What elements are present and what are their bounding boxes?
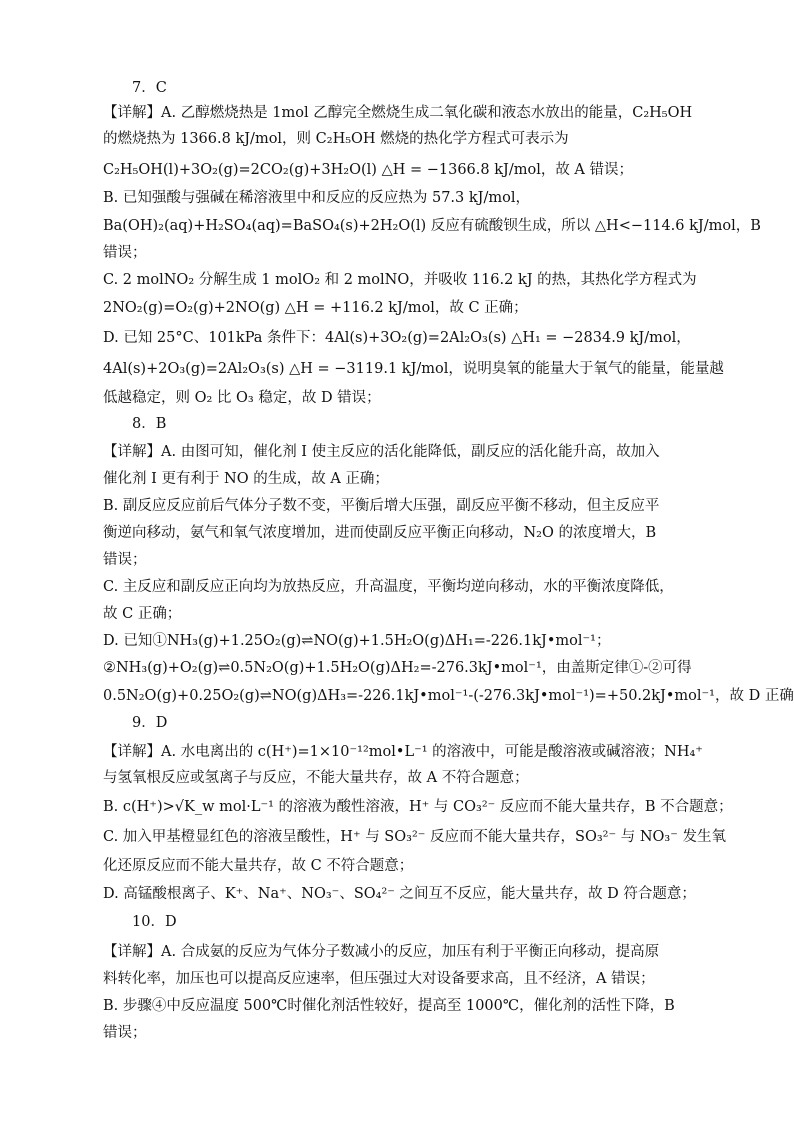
- q7-line-8: 2NO₂(g)=O₂(g)+2NO(g) △H = +116.2 kJ/mol，故 C 正确；: [103, 300, 528, 316]
- q7-line-10: 4Al(s)+2O₃(g)=2Al₂O₃(s) △H = −3119.1 kJ/mol，说明臭氧的能量大于氧气的能量，能量越: [103, 361, 724, 377]
- q8-line-8: D. 已知①NH₃(g)+1.25O₂(g)⇌NO(g)+1.5H₂O(g)ΔH₁=-226.1kJ•mol⁻¹；: [103, 633, 611, 649]
- q7-line-1: 【详解】A. 乙醇燃烧热是 1mol 乙醇完全燃烧生成二氧化碳和液态水放出的能量，C₂H₅OH: [103, 105, 693, 121]
- q9-line-5: 化还原反应而不能大量共存，故 C 不符合题意；: [103, 858, 414, 874]
- q10-line-4: 错误；: [103, 1025, 147, 1041]
- q7-line-9: D. 已知 25°C、101kPa 条件下：4Al(s)+3O₂(g)=2Al₂O₃(s) △H₁ = −2834.9 kJ/mol，: [103, 330, 691, 346]
- q7-line-7: C. 2 molNO₂ 分解生成 1 molO₂ 和 2 molNO，并吸收 116.2 kJ 的热，其热化学方程式为: [103, 272, 697, 288]
- q10-line-2: 料转化率，加压也可以提高反应速率，但压强过大对设备要求高，且不经济，A 错误；: [103, 971, 655, 987]
- question-9-number: 9．D: [132, 715, 168, 731]
- q7-line-2: 的燃烧热为 1366.8 kJ/mol，则 C₂H₅OH 燃烧的热化学方程式可表示为: [103, 131, 569, 147]
- q8-line-7: 故 C 正确；: [103, 606, 182, 622]
- question-10-number: 10．D: [132, 914, 177, 930]
- q7-line-4: B. 已知强酸与强碱在稀溶液里中和反应的反应热为 57.3 kJ/mol，: [103, 190, 530, 206]
- q9-line-6: D. 高锰酸根离子、K⁺、Na⁺、NO₃⁻、SO₄²⁻ 之间互不反应，能大量共存，故 D 符合题意；: [103, 886, 696, 902]
- q8-line-3: B. 副反应反应前后气体分子数不变，平衡后增大压强，副反应平衡不移动，但主反应平: [103, 498, 660, 514]
- q8-line-5: 错误；: [103, 552, 147, 568]
- q8-line-1: 【详解】A. 由图可知，催化剂 I 使主反应的活化能降低，副反应的活化能升高，故加入: [103, 444, 660, 460]
- q8-line-2: 催化剂 I 更有利于 NO 的生成，故 A 正确；: [103, 471, 389, 487]
- q8-line-6: C. 主反应和副反应正向均为放热反应，升高温度，平衡均逆向移动，水的平衡浓度降低，: [103, 579, 674, 595]
- q8-line-4: 衡逆向移动，氨气和氧气浓度增加，进而使副反应平衡正向移动，N₂O 的浓度增大，B: [103, 525, 657, 541]
- q10-line-3: B. 步骤④中反应温度 500℃时催化剂活性较好，提高至 1000℃，催化剂的活性下降，B: [103, 998, 675, 1014]
- q7-line-3: C₂H₅OH(l)+3O₂(g)=2CO₂(g)+3H₂O(l) △H = −1366.8 kJ/mol，故 A 错误；: [103, 162, 634, 178]
- q7-line-5: Ba(OH)₂(aq)+H₂SO₄(aq)=BaSO₄(s)+2H₂O(l) 反应有硫酸钡生成，所以 △H<−114.6 kJ/mol，B: [103, 218, 761, 234]
- q8-line-10: 0.5N₂O(g)+0.25O₂(g)⇌NO(g)ΔH₃=-226.1kJ•mol⁻¹-(-276.3kJ•mol⁻¹)=+50.2kJ•mol⁻¹，故 D 正确: [103, 688, 794, 704]
- q8-line-9: ②NH₃(g)+O₂(g)⇌0.5N₂O(g)+1.5H₂O(g)ΔH₂=-276.3kJ•mol⁻¹，由盖斯定律①-②可得: [103, 660, 692, 676]
- q7-line-11: 低越稳定，则 O₂ 比 O₃ 稳定，故 D 错误；: [103, 390, 381, 406]
- q7-line-6: 错误；: [103, 245, 147, 261]
- question-7-number: 7．C: [132, 80, 167, 96]
- q9-line-3: B. c(H⁺)>√K_w mol·L⁻¹ 的溶液为酸性溶液，H⁺ 与 CO₃²⁻ 反应而不能大量共存，B 不合题意；: [103, 799, 733, 815]
- q10-line-1: 【详解】A. 合成氨的反应为气体分子数减小的反应，加压有利于平衡正向移动，提高原: [103, 944, 660, 960]
- q9-line-1: 【详解】A. 水电离出的 c(H⁺)=1×10⁻¹²mol•L⁻¹ 的溶液中，可能是酸溶液或碱溶液；NH₄⁺: [103, 744, 703, 760]
- q9-line-4: C. 加入甲基橙显红色的溶液呈酸性，H⁺ 与 SO₃²⁻ 反应而不能大量共存，SO₃²⁻ 与 NO₃⁻ 发生氧: [103, 829, 726, 845]
- q9-line-2: 与氢氧根反应或氢离子与反应，不能大量共存，故 A 不符合题意；: [103, 770, 529, 786]
- question-8-number: 8．B: [132, 416, 167, 432]
